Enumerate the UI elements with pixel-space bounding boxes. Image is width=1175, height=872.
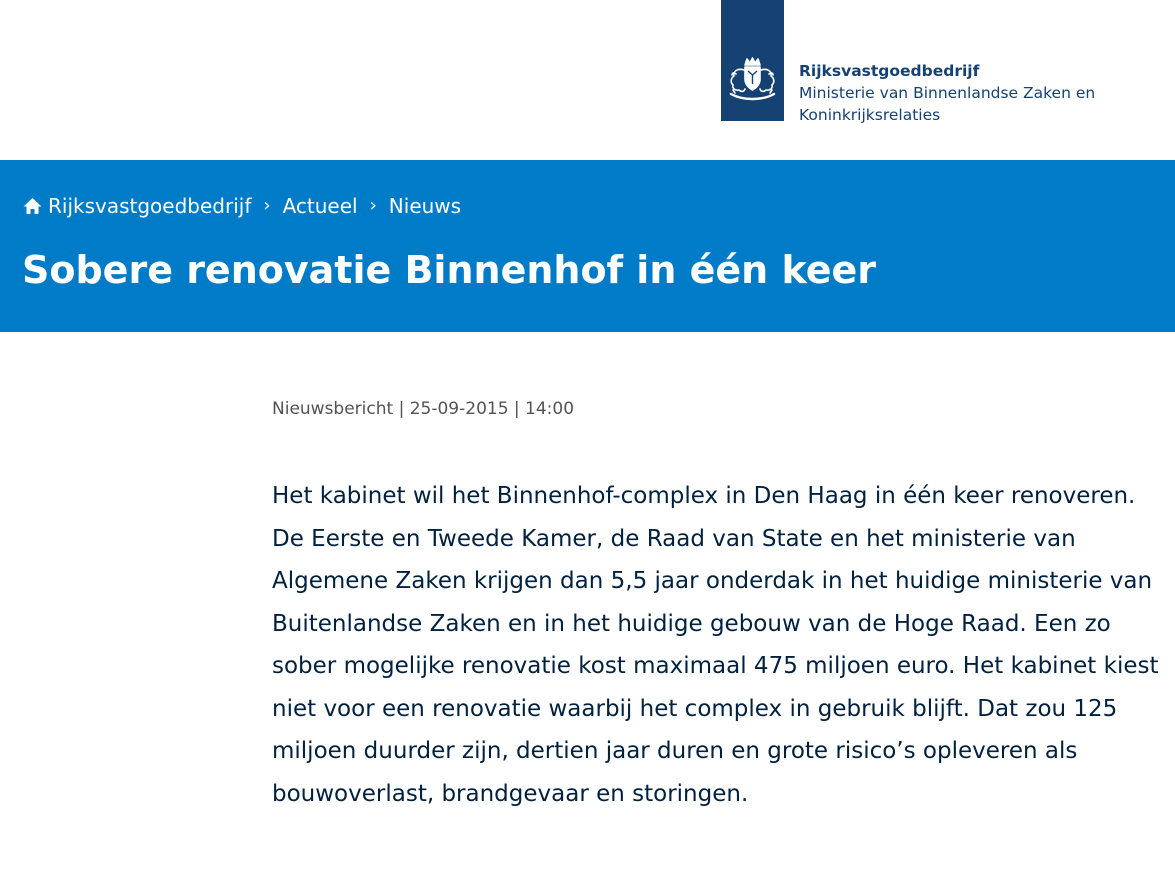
organisation-name-block[interactable] [799, 60, 1109, 126]
site-header [0, 0, 1175, 160]
breadcrumb [23, 192, 461, 220]
breadcrumb-item-nieuws[interactable]: Nieuws [388, 194, 462, 218]
home-icon[interactable] [23, 197, 42, 215]
ministry-name: Ministerie van Binnenlandse Zaken en Koninkrijksrelaties [799, 84, 1096, 124]
organisation-name: Rijksvastgoedbedrijf [799, 62, 980, 80]
article-lead: Het kabinet wil het Binnenhof-complex in Den Haag in één keer renoveren. De Eerste en Tweede Kamer, de Raad van State en het ministerie van Algemene Zaken krijgen dan 5,5 jaar onderdak in het huidige ministerie van Buitenlandse Zaken en in het huidige gebouw van de Hoge Raad. Een zo sober mogelijke renovatie kost maximaal 475 miljoen euro. Het kabinet kiest niet voor een renovatie waarbij het complex in gebruik blijft. Dat zou 125 miljoen duurder zijn, dertien jaar duren en grote risico’s opleveren als bouwoverlast, brandgevaar en storingen. [272, 483, 1159, 807]
breadcrumb-separator-icon: › [263, 195, 271, 216]
breadcrumb-item-rijksvastgoedbedrijf[interactable]: Rijksvastgoedbedrijf [48, 194, 252, 218]
breadcrumb-item-actueel[interactable]: Actueel [282, 194, 358, 218]
breadcrumb-separator-icon: › [369, 195, 377, 216]
logo[interactable] [721, 0, 784, 121]
page-title: Sobere renovatie Binnenhof in één keer [22, 248, 876, 292]
article-meta: Nieuwsbericht | 25-09-2015 | 14:00 [272, 399, 575, 419]
dutch-coat-of-arms-icon [726, 56, 779, 104]
